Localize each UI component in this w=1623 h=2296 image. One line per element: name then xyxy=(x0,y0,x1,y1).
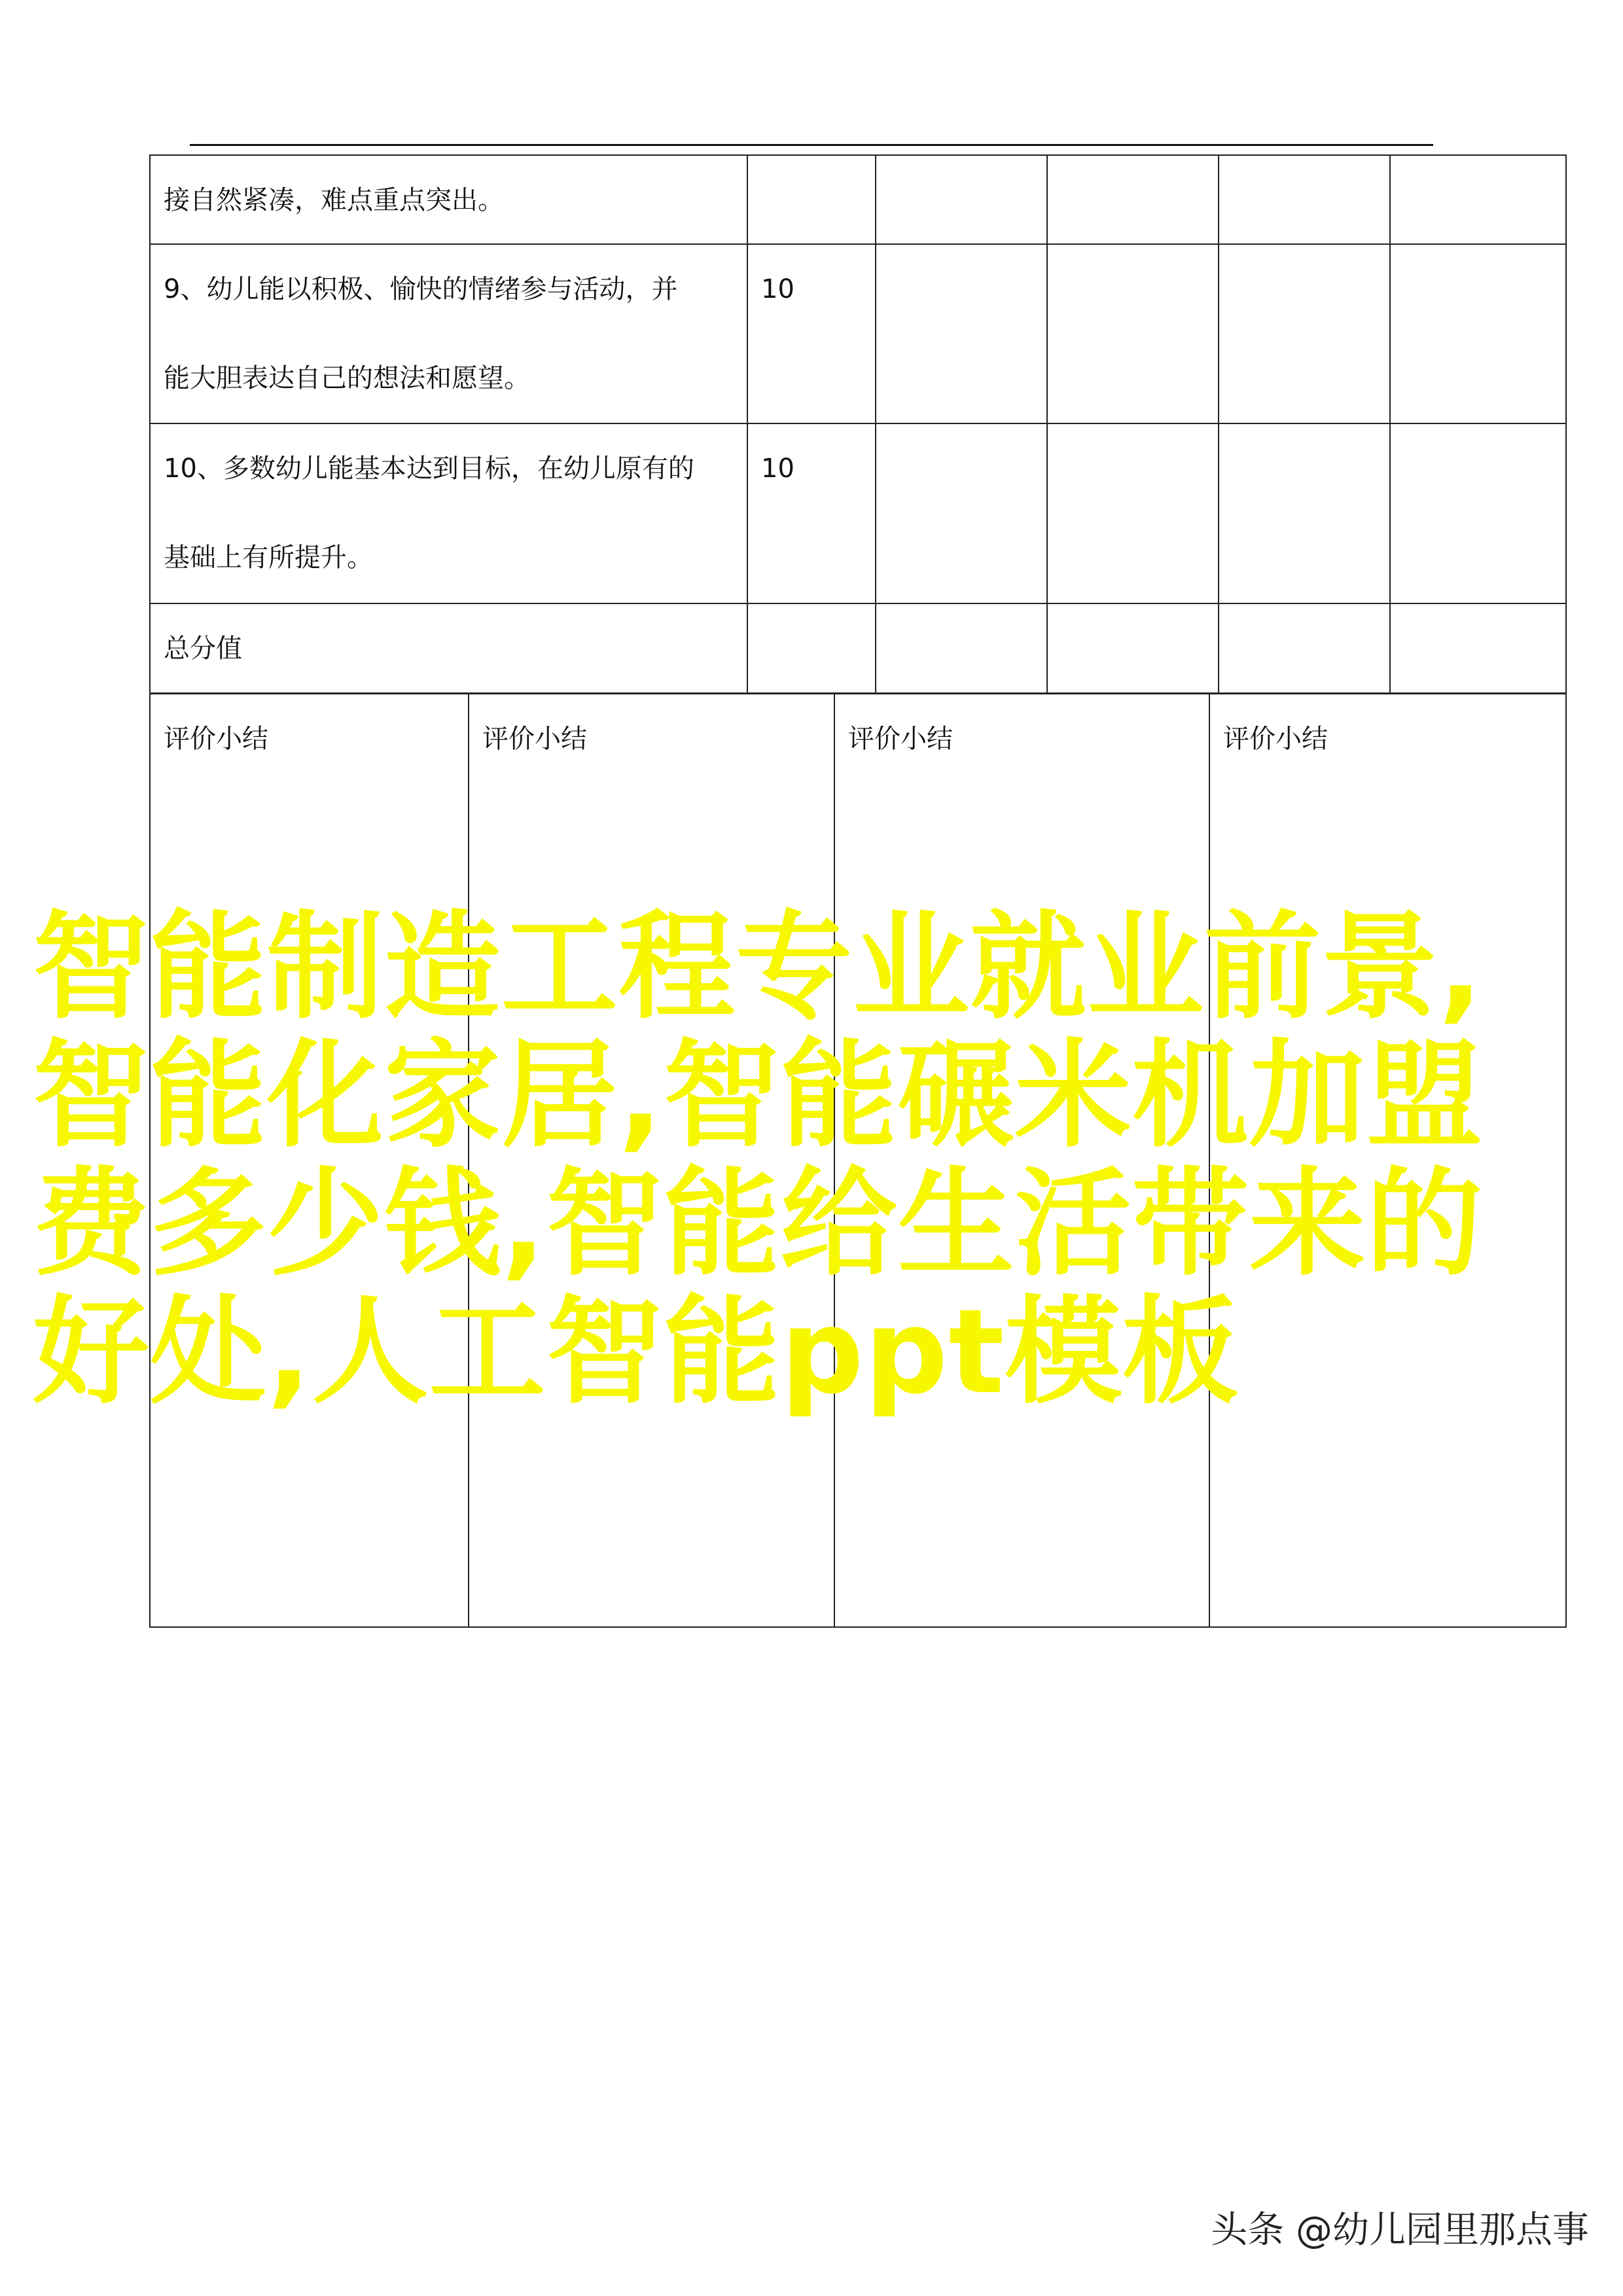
score-value: 10 xyxy=(761,274,794,304)
criteria-text-line1: 9、幼儿能以积极、愉快的情绪参与活动，并 xyxy=(164,274,678,304)
blank-cell xyxy=(1390,155,1566,244)
summary-label: 评价小结 xyxy=(482,724,587,754)
blank-cell xyxy=(1047,423,1219,603)
criteria-text-cell xyxy=(150,423,747,603)
total-label: 总分值 xyxy=(164,634,242,664)
score-cell xyxy=(747,244,876,423)
score-value: 10 xyxy=(761,454,794,484)
blank-cell xyxy=(1219,423,1390,603)
summary-label: 评价小结 xyxy=(164,724,268,754)
score-value xyxy=(748,156,875,187)
score-cell xyxy=(747,603,876,693)
blank-cell xyxy=(1047,244,1219,423)
criteria-text-line2: 能大胆表达自己的想法和愿望。 xyxy=(164,363,530,393)
header-rule xyxy=(190,144,1433,146)
summary-label: 评价小结 xyxy=(1223,724,1328,754)
criteria-row xyxy=(150,423,1566,603)
blank-cell xyxy=(876,244,1047,423)
criteria-row xyxy=(150,155,1566,244)
blank-cell xyxy=(1219,244,1390,423)
blank-cell xyxy=(1390,423,1566,603)
blank-cell xyxy=(876,423,1047,603)
blank-cell xyxy=(1390,603,1566,693)
score-cell xyxy=(747,423,876,603)
criteria-text-line1: 10、多数幼儿能基本达到目标，在幼儿原有的 xyxy=(164,454,694,484)
total-row xyxy=(150,603,1566,693)
summary-label: 评价小结 xyxy=(848,724,953,754)
blank-cell xyxy=(1047,603,1219,693)
criteria-text-cell xyxy=(150,244,747,423)
blank-cell xyxy=(876,155,1047,244)
blank-cell xyxy=(1047,155,1219,244)
score-cell xyxy=(747,155,876,244)
blank-cell xyxy=(1219,155,1390,244)
score-value xyxy=(748,604,875,636)
watermark-credit: 头条 @幼儿园里那点事 xyxy=(1211,2209,1589,2251)
criteria-text-line2: 基础上有所提升。 xyxy=(164,543,373,573)
evaluation-criteria-table xyxy=(149,154,1567,694)
overlay-headline: 智能制造工程专业就业前景,智能化家居,智能碾米机加盟费多少钱,智能给生活带来的好处,人工智能ppt模板 xyxy=(33,899,1484,1420)
criteria-text: 接自然紧凑，难点重点突出。 xyxy=(164,185,504,215)
blank-cell xyxy=(1219,603,1390,693)
blank-cell xyxy=(876,603,1047,693)
total-label-cell xyxy=(150,603,747,693)
criteria-text-cell xyxy=(150,155,747,244)
blank-cell xyxy=(1390,244,1566,423)
criteria-row xyxy=(150,244,1566,423)
